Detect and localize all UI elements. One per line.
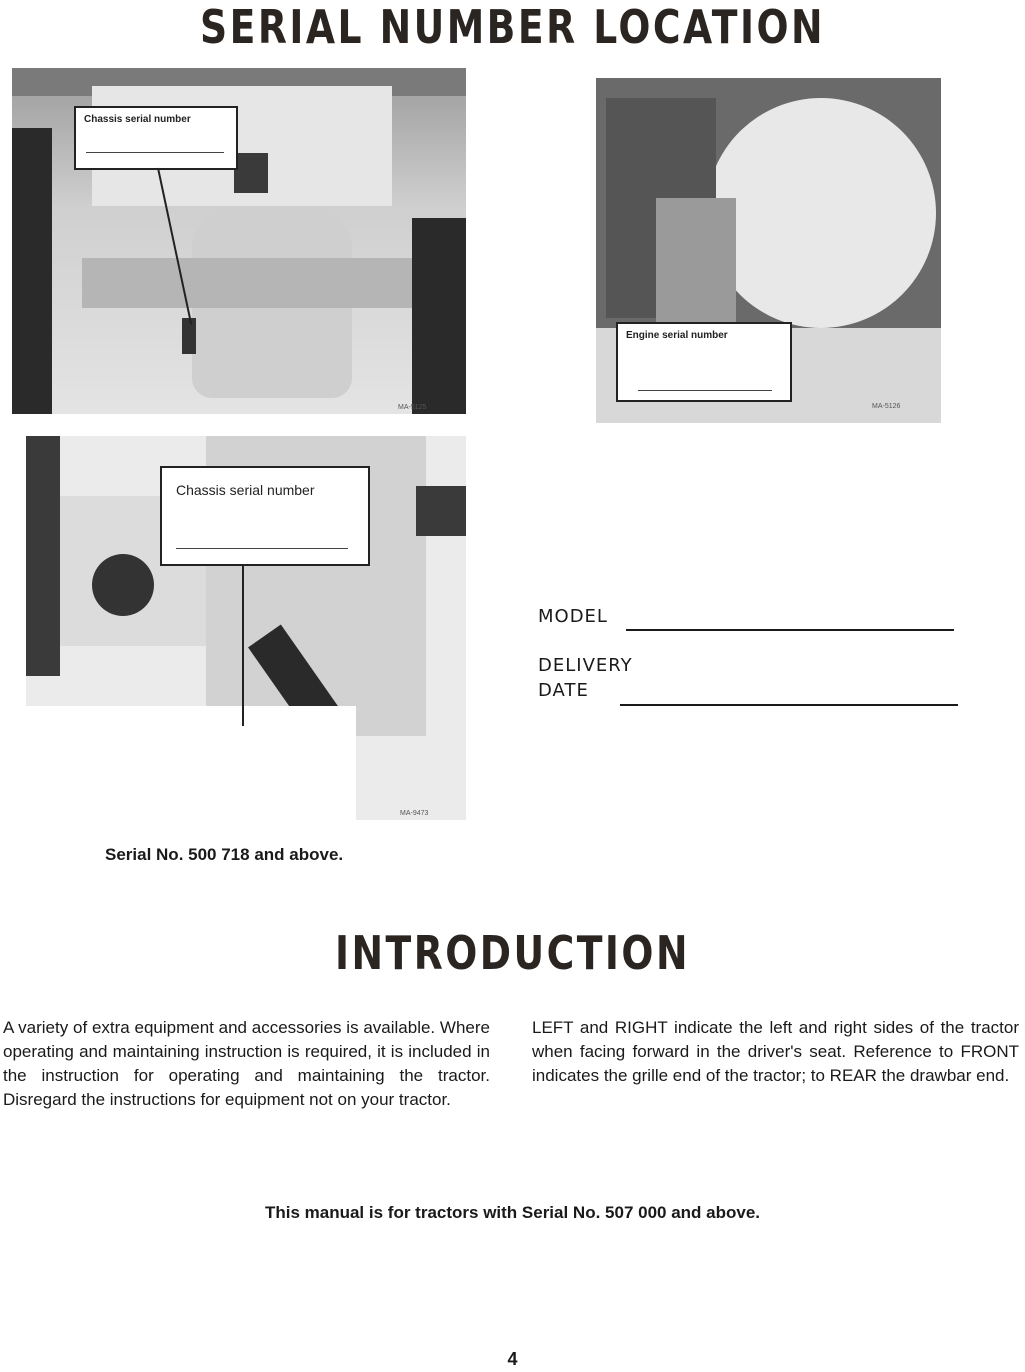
photo-chassis-rear xyxy=(26,436,466,820)
section-title-introduction: INTRODUCTION xyxy=(334,926,690,980)
chassis-serial-label-front: Chassis serial number xyxy=(74,106,238,170)
date-label: DATE xyxy=(538,680,589,701)
photo-code-front: MA-5125 xyxy=(398,404,427,411)
photo-chassis-front xyxy=(12,68,466,414)
intro-paragraph-right: LEFT and RIGHT indicate the left and right sides of the tractor when facing forward in the driver's seat. Reference to FRONT indicates the grille end of the tractor; to REAR the drawbar end. xyxy=(532,1018,1019,1085)
manual-serial-note: This manual is for tractors with Serial No. 507 000 and above. xyxy=(264,1203,761,1222)
delivery-date-entry-line[interactable] xyxy=(620,704,958,706)
photo-code-engine: MA-5126 xyxy=(872,403,901,410)
pointer-line-rear xyxy=(242,566,244,726)
delivery-label: DELIVERY xyxy=(538,655,633,676)
section-title-serial-number-location: SERIAL NUMBER LOCATION xyxy=(199,0,826,54)
intro-paragraph-left: A variety of extra equipment and accessories is available. Where operating and maintaining instruction is required, it is included in the instruction for operating and maintaining the tractor. Disregard the instructions for equipment not on your tractor. xyxy=(3,1018,490,1109)
model-label: MODEL xyxy=(538,606,608,627)
page-number: 4 xyxy=(507,1349,518,1369)
photo-caption: Serial No. 500 718 and above. xyxy=(105,845,344,864)
photo-engine xyxy=(596,78,941,423)
photo-code-rear: MA-9473 xyxy=(400,810,429,817)
chassis-serial-label-rear: Chassis serial number xyxy=(160,466,370,566)
model-entry-line[interactable] xyxy=(626,629,954,631)
engine-serial-label: Engine serial number xyxy=(616,322,792,402)
